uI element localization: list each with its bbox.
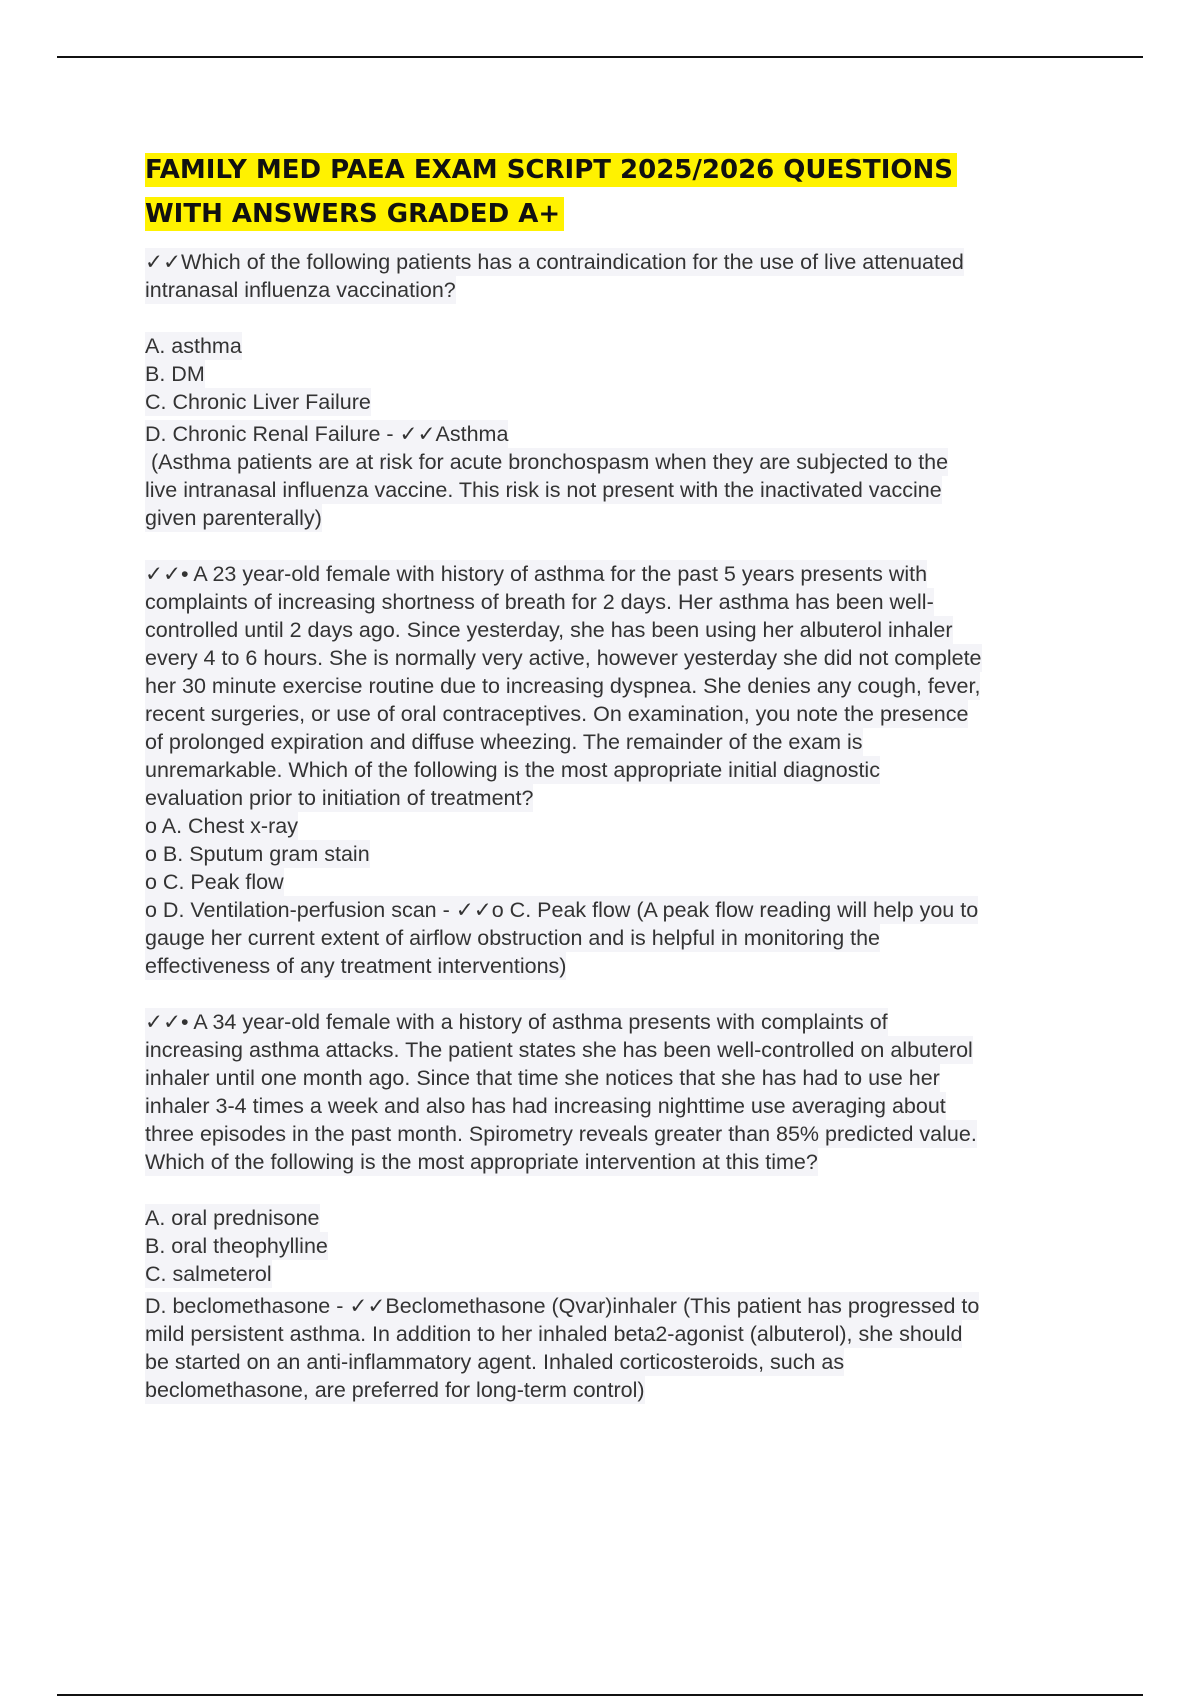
question-3-stem-line: inhaler 3-4 times a week and also has had increasing nighttime use averaging about	[145, 1094, 946, 1118]
question-2-stem-line: controlled until 2 days ago. Since yesterday, she has been using her albuterol inhaler	[145, 618, 953, 642]
question-3-option-d-answer: D. beclomethasone - ✓✓Beclomethasone (Qvar)inhaler (This patient has progressed to	[145, 1294, 980, 1318]
question-3-option-a: A. oral prednisone	[145, 1206, 320, 1230]
question-2-stem-line: complaints of increasing shortness of breath for 2 days. Her asthma has been well-	[145, 590, 934, 614]
question-2-stem-line: her 30 minute exercise routine due to increasing dyspnea. She denies any cough, fever,	[145, 674, 981, 698]
question-1-option-b: B. DM	[145, 362, 205, 386]
document-body	[145, 148, 1085, 1404]
question-2-stem-line: evaluation prior to initiation of treatment?	[145, 786, 534, 810]
question-3-explanation-line: be started on an anti-inflammatory agent. Inhaled corticosteroids, such as	[145, 1350, 845, 1374]
question-1-explanation-line: live intranasal influenza vaccine. This risk is not present with the inactivated vaccine	[145, 478, 942, 502]
question-3-explanation-line: beclomethasone, are preferred for long-term control)	[145, 1378, 645, 1402]
question-2-option-c: o C. Peak flow	[145, 870, 284, 894]
question-2	[145, 560, 1085, 980]
question-1-stem-line: ✓✓Which of the following patients has a contraindication for the use of live attenuated	[145, 250, 964, 274]
question-1-stem-line: intranasal influenza vaccination?	[145, 278, 456, 302]
question-2-stem-line: unremarkable. Which of the following is the most appropriate initial diagnostic	[145, 758, 880, 782]
question-1	[145, 248, 1085, 532]
question-2-stem-line: ✓✓• A 23 year-old female with history of asthma for the past 5 years presents with	[145, 562, 928, 586]
footer-rule	[57, 1694, 1143, 1696]
question-1-explanation-line: (Asthma patients are at risk for acute bronchospasm when they are subjected to the	[145, 450, 949, 474]
title-line-2: WITH ANSWERS GRADED A+	[145, 197, 564, 231]
question-2-stem-line: recent surgeries, or use of oral contraceptives. On examination, you note the presence	[145, 702, 969, 726]
question-2-explanation-line: gauge her current extent of airflow obstruction and is helpful in monitoring the	[145, 926, 881, 950]
question-3	[145, 1008, 1085, 1404]
question-2-stem-line: of prolonged expiration and diffuse wheezing. The remainder of the exam is	[145, 730, 863, 754]
document-title	[145, 148, 1085, 236]
question-3-stem-line: ✓✓• A 34 year-old female with a history of asthma presents with complaints of	[145, 1010, 888, 1034]
question-2-option-a: o A. Chest x-ray	[145, 814, 298, 838]
header-rule	[57, 56, 1143, 58]
question-2-stem-line: every 4 to 6 hours. She is normally very active, however yesterday she did not complete	[145, 646, 982, 670]
question-3-stem-line: increasing asthma attacks. The patient states she has been well-controlled on albuterol	[145, 1038, 973, 1062]
question-1-option-d-answer: D. Chronic Renal Failure - ✓✓Asthma	[145, 422, 509, 446]
question-3-stem-line: Which of the following is the most appropriate intervention at this time?	[145, 1150, 818, 1174]
question-2-explanation-line: effectiveness of any treatment interventions)	[145, 954, 567, 978]
question-3-stem-line: three episodes in the past month. Spirometry reveals greater than 85% predicted value.	[145, 1122, 977, 1146]
question-1-option-c: C. Chronic Liver Failure	[145, 390, 371, 414]
question-1-explanation-line: given parenterally)	[145, 506, 322, 530]
question-3-option-b: B. oral theophylline	[145, 1234, 328, 1258]
title-line-1: FAMILY MED PAEA EXAM SCRIPT 2025/2026 QUESTIONS	[145, 153, 957, 187]
question-3-explanation-line: mild persistent asthma. In addition to her inhaled beta2-agonist (albuterol), she should	[145, 1322, 963, 1346]
question-2-option-d-answer: o D. Ventilation-perfusion scan - ✓✓o C. Peak flow (A peak flow reading will help you to	[145, 898, 979, 922]
question-3-stem-line: inhaler until one month ago. Since that time she notices that she has had to use her	[145, 1066, 940, 1090]
question-1-option-a: A. asthma	[145, 334, 242, 358]
question-3-option-c: C. salmeterol	[145, 1262, 272, 1286]
question-2-option-b: o B. Sputum gram stain	[145, 842, 370, 866]
